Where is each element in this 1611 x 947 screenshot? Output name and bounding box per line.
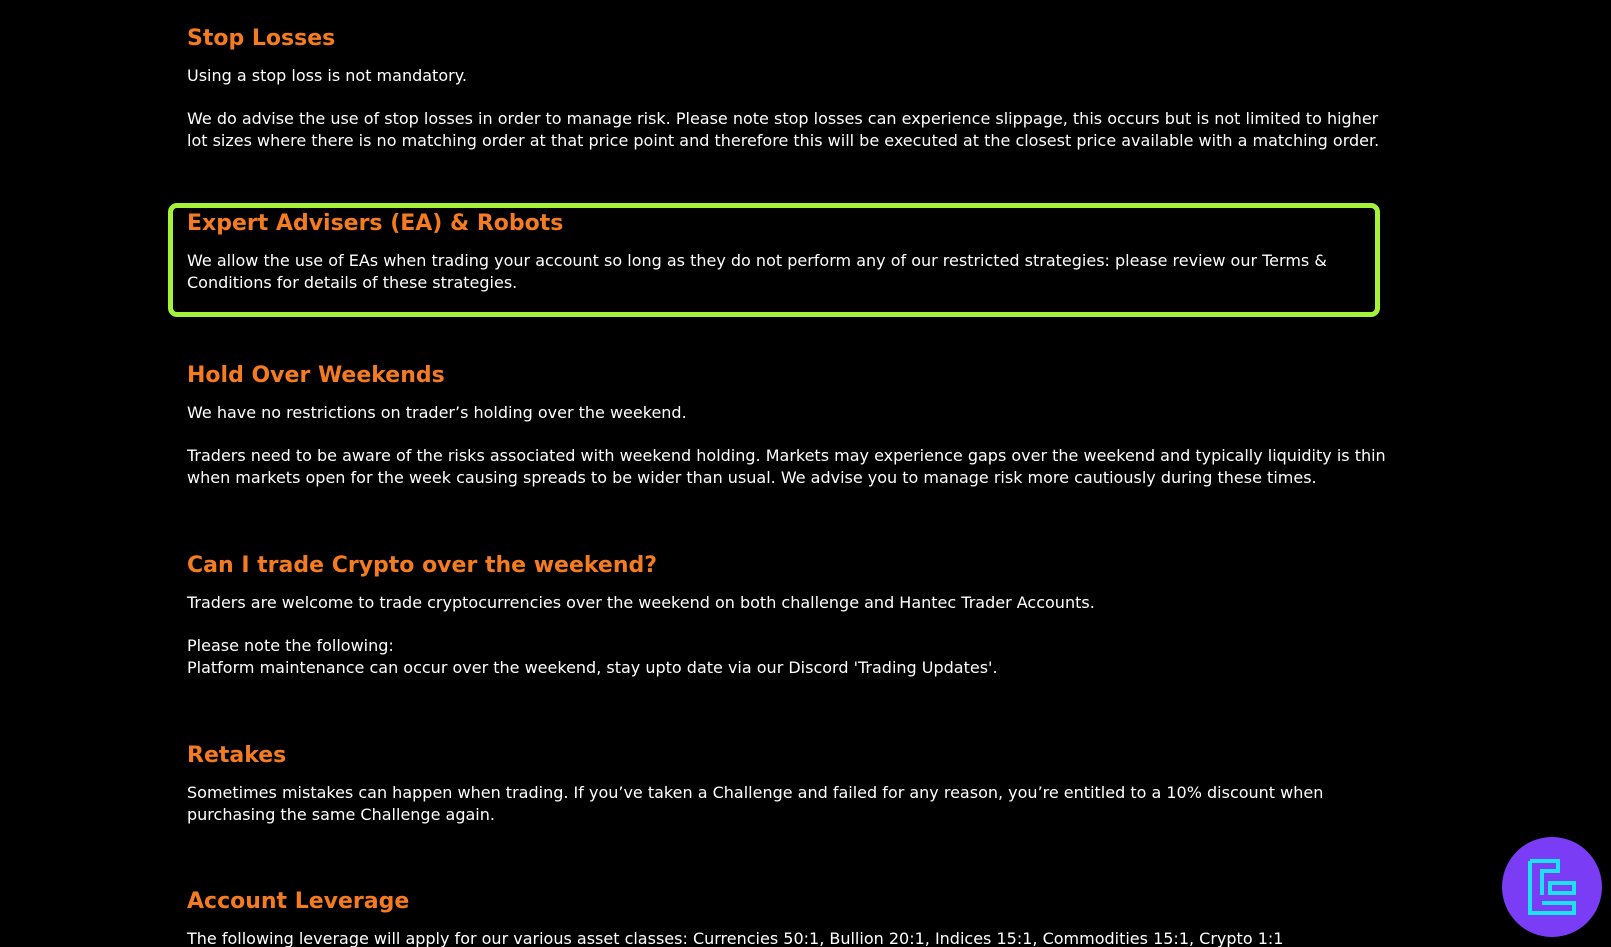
section-paragraph: Platform maintenance can occur over the weekend, stay upto date via our Discord 'Trading Updates'. bbox=[187, 658, 998, 677]
section-paragraph: We allow the use of EAs when trading your account so long as they do not perform any of our restricted strategies: please review our Terms & Conditions for details of these strategies. bbox=[187, 251, 1327, 292]
section-paragraph: Please note the following: bbox=[187, 636, 394, 655]
section-heading: Can I trade Crypto over the weekend? bbox=[187, 553, 658, 578]
section-expert-advisers bbox=[187, 209, 1397, 294]
section-heading: Expert Advisers (EA) & Robots bbox=[187, 211, 564, 236]
section-paragraph: Traders are welcome to trade cryptocurrencies over the weekend on both challenge and Hantec Trader Accounts. bbox=[187, 593, 1095, 612]
section-crypto-weekend bbox=[187, 551, 1397, 679]
tc-logo-icon bbox=[1520, 855, 1584, 919]
section-paragraph: We do advise the use of stop losses in order to manage risk. Please note stop losses can experience slippage, this occurs but is not limited to higher lot sizes where there is no matching order at that price point and therefore this will be executed at the closest price available with a matching order. bbox=[187, 109, 1380, 150]
tc-logo-badge[interactable] bbox=[1502, 837, 1602, 937]
section-heading: Hold Over Weekends bbox=[187, 363, 445, 388]
section-account-leverage bbox=[187, 887, 1397, 947]
section-stop-losses bbox=[187, 24, 1397, 152]
section-paragraph: Traders need to be aware of the risks associated with weekend holding. Markets may experience gaps over the weekend and typically liquidity is thin when markets open for the week causing spreads to be wider than usual. We advise you to manage risk more cautiously during these times. bbox=[187, 446, 1386, 487]
section-paragraph: The following leverage will apply for our various asset classes: Currencies 50:1, Bullion 20:1, Indices 15:1, Commodities 15:1, Crypto 1:1 bbox=[187, 929, 1284, 947]
section-hold-over-weekends bbox=[187, 361, 1397, 489]
section-paragraph: Sometimes mistakes can happen when trading. If you’ve taken a Challenge and failed for any reason, you’re entitled to a 10% discount when purchasing the same Challenge again. bbox=[187, 783, 1324, 824]
section-heading: Stop Losses bbox=[187, 26, 336, 51]
section-heading: Retakes bbox=[187, 743, 287, 768]
section-heading: Account Leverage bbox=[187, 889, 410, 914]
section-paragraph: We have no restrictions on trader’s holding over the weekend. bbox=[187, 403, 687, 422]
section-retakes bbox=[187, 741, 1397, 826]
section-paragraph: Using a stop loss is not mandatory. bbox=[187, 66, 467, 85]
